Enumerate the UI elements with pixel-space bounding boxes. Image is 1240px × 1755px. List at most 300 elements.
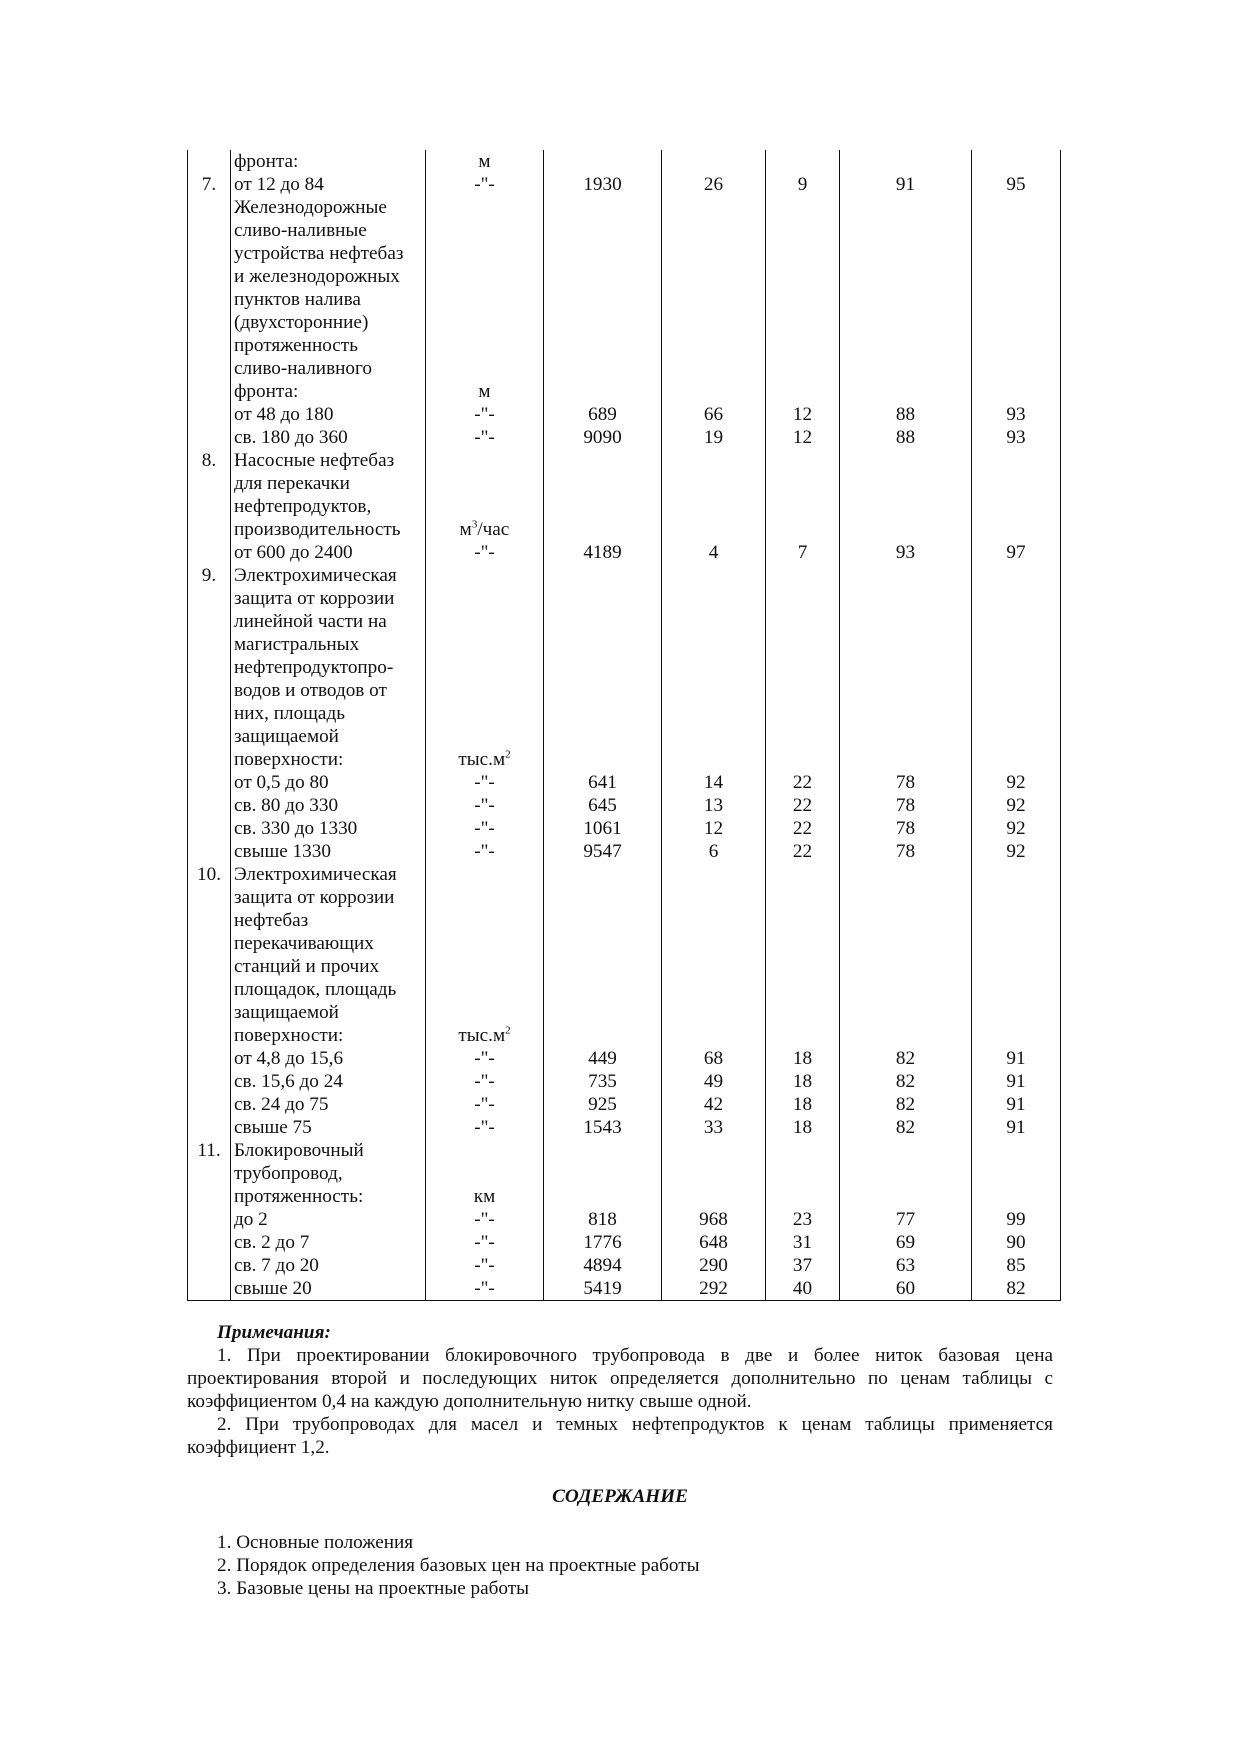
coefficient-cell xyxy=(972,495,1061,518)
object-name-cell: нефтебаз xyxy=(231,909,426,932)
unit-text: м xyxy=(478,151,491,172)
object-name-cell: Железнодорожные xyxy=(231,196,426,219)
working-docs-cell: 77 xyxy=(840,1208,972,1231)
row-number-cell xyxy=(188,150,231,173)
table-row xyxy=(188,426,1061,449)
design-stage-cell xyxy=(766,610,840,633)
price-table-body xyxy=(188,150,1061,1301)
design-stage-cell xyxy=(766,449,840,472)
table-row xyxy=(188,1185,1061,1208)
unit-cell xyxy=(426,725,544,748)
param-b-cell xyxy=(662,357,766,380)
unit-cell xyxy=(426,1254,544,1277)
param-a-cell: 4894 xyxy=(544,1254,662,1277)
unit-cell xyxy=(426,1093,544,1116)
coefficient-cell: 99 xyxy=(972,1208,1061,1231)
design-stage-cell xyxy=(766,863,840,886)
param-b-cell xyxy=(662,1139,766,1162)
unit-cell xyxy=(426,541,544,564)
design-stage-cell xyxy=(766,955,840,978)
coefficient-cell: 82 xyxy=(972,1277,1061,1301)
working-docs-cell xyxy=(840,909,972,932)
coefficient-cell: 97 xyxy=(972,541,1061,564)
table-row xyxy=(188,1024,1061,1047)
coefficient-cell xyxy=(972,219,1061,242)
design-stage-cell xyxy=(766,150,840,173)
param-b-cell xyxy=(662,150,766,173)
param-a-cell xyxy=(544,311,662,334)
unit-cell xyxy=(426,656,544,679)
param-a-cell xyxy=(544,656,662,679)
design-stage-cell xyxy=(766,932,840,955)
design-stage-cell xyxy=(766,679,840,702)
unit-cell xyxy=(426,357,544,380)
param-a-cell xyxy=(544,863,662,886)
param-b-cell xyxy=(662,472,766,495)
coefficient-cell xyxy=(972,863,1061,886)
working-docs-cell xyxy=(840,334,972,357)
param-b-cell: 14 xyxy=(662,771,766,794)
working-docs-cell: 69 xyxy=(840,1231,972,1254)
object-name-cell: свыше 75 xyxy=(231,1116,426,1139)
unit-cell xyxy=(426,196,544,219)
row-number-cell xyxy=(188,1047,231,1070)
unit-text: -"- xyxy=(474,1255,495,1276)
table-row xyxy=(188,587,1061,610)
table-row xyxy=(188,1070,1061,1093)
row-number-cell xyxy=(188,1185,231,1208)
param-a-cell xyxy=(544,633,662,656)
param-a-cell: 735 xyxy=(544,1070,662,1093)
unit-cell xyxy=(426,495,544,518)
unit-cell xyxy=(426,449,544,472)
param-b-cell xyxy=(662,1185,766,1208)
object-name-cell: от 600 до 2400 xyxy=(231,541,426,564)
table-row xyxy=(188,219,1061,242)
design-stage-cell: 22 xyxy=(766,817,840,840)
design-stage-cell: 12 xyxy=(766,403,840,426)
working-docs-cell xyxy=(840,1185,972,1208)
coefficient-cell: 93 xyxy=(972,426,1061,449)
table-row xyxy=(188,541,1061,564)
unit-cell xyxy=(426,679,544,702)
unit-cell xyxy=(426,265,544,288)
working-docs-cell: 78 xyxy=(840,771,972,794)
table-row xyxy=(188,886,1061,909)
param-a-cell xyxy=(544,219,662,242)
working-docs-cell: 93 xyxy=(840,541,972,564)
param-b-cell xyxy=(662,633,766,656)
table-row xyxy=(188,495,1061,518)
row-number-cell: 9. xyxy=(188,564,231,587)
unit-text: -"- xyxy=(474,404,495,425)
unit-text: -"- xyxy=(474,795,495,816)
unit-cell xyxy=(426,909,544,932)
unit-text: -"- xyxy=(474,1232,495,1253)
param-b-cell xyxy=(662,196,766,219)
object-name-cell: от 4,8 до 15,6 xyxy=(231,1047,426,1070)
working-docs-cell xyxy=(840,265,972,288)
param-b-cell xyxy=(662,242,766,265)
table-row xyxy=(188,610,1061,633)
coefficient-cell xyxy=(972,311,1061,334)
coefficient-cell xyxy=(972,472,1061,495)
param-a-cell xyxy=(544,955,662,978)
design-stage-cell xyxy=(766,748,840,771)
coefficient-cell xyxy=(972,1185,1061,1208)
contents-title: СОДЕРЖАНИЕ xyxy=(552,1486,688,1507)
param-a-cell xyxy=(544,265,662,288)
coefficient-cell: 93 xyxy=(972,403,1061,426)
param-b-cell xyxy=(662,909,766,932)
coefficient-cell xyxy=(972,1162,1061,1185)
param-b-cell xyxy=(662,978,766,1001)
contents-item: 3. Базовые цены на проектные работы xyxy=(217,1578,529,1599)
unit-cell xyxy=(426,771,544,794)
unit-cell xyxy=(426,1231,544,1254)
object-name-cell: магистральных xyxy=(231,633,426,656)
row-number-cell xyxy=(188,840,231,863)
param-a-cell xyxy=(544,334,662,357)
working-docs-cell xyxy=(840,219,972,242)
param-a-cell xyxy=(544,1024,662,1047)
unit-cell xyxy=(426,633,544,656)
unit-cell xyxy=(426,1001,544,1024)
param-b-cell: 42 xyxy=(662,1093,766,1116)
param-b-cell xyxy=(662,564,766,587)
object-name-cell: перекачивающих xyxy=(231,932,426,955)
unit-cell xyxy=(426,173,544,196)
unit-text: тыс.м xyxy=(458,1025,506,1046)
unit-cell xyxy=(426,886,544,909)
note-item: 1. При проектировании блокировочного трубопровода в две и более ниток базовая цена проектирования второй и последующих ниток определяется дополнительно по ценам таблицы с коэффициентом 0,4 на каждую дополнительную нитку свыше одной. xyxy=(187,1345,1053,1412)
param-b-cell xyxy=(662,679,766,702)
design-stage-cell xyxy=(766,472,840,495)
param-a-cell xyxy=(544,978,662,1001)
working-docs-cell xyxy=(840,610,972,633)
design-stage-cell: 22 xyxy=(766,771,840,794)
row-number-cell xyxy=(188,518,231,541)
unit-cell xyxy=(426,978,544,1001)
contents-list xyxy=(217,1531,700,1600)
table-row xyxy=(188,817,1061,840)
working-docs-cell: 88 xyxy=(840,426,972,449)
row-number-cell xyxy=(188,909,231,932)
unit-cell xyxy=(426,1116,544,1139)
design-stage-cell: 18 xyxy=(766,1093,840,1116)
working-docs-cell xyxy=(840,955,972,978)
object-name-cell: поверхности: xyxy=(231,1024,426,1047)
object-name-cell: устройства нефтебаз xyxy=(231,242,426,265)
row-number-cell xyxy=(188,725,231,748)
row-number-cell: 10. xyxy=(188,863,231,886)
table-row xyxy=(188,564,1061,587)
working-docs-cell xyxy=(840,311,972,334)
object-name-cell: св. 80 до 330 xyxy=(231,794,426,817)
table-row xyxy=(188,334,1061,357)
unit-text: м xyxy=(478,381,491,402)
table-row xyxy=(188,1116,1061,1139)
object-name-cell: от 12 до 84 xyxy=(231,173,426,196)
object-name-cell: площадок, площадь xyxy=(231,978,426,1001)
table-row xyxy=(188,771,1061,794)
param-a-cell: 449 xyxy=(544,1047,662,1070)
object-name-cell: защищаемой xyxy=(231,725,426,748)
param-b-cell xyxy=(662,656,766,679)
param-b-cell xyxy=(662,495,766,518)
param-a-cell: 4189 xyxy=(544,541,662,564)
coefficient-cell xyxy=(972,932,1061,955)
coefficient-cell xyxy=(972,1024,1061,1047)
param-a-cell xyxy=(544,725,662,748)
row-number-cell xyxy=(188,219,231,242)
unit-cell xyxy=(426,426,544,449)
param-a-cell: 1776 xyxy=(544,1231,662,1254)
row-number-cell xyxy=(188,1254,231,1277)
unit-cell xyxy=(426,1024,544,1047)
design-stage-cell xyxy=(766,1162,840,1185)
unit-exponent: 2 xyxy=(505,1024,511,1037)
row-number-cell xyxy=(188,702,231,725)
unit-text: тыс.м xyxy=(458,749,506,770)
table-row xyxy=(188,1093,1061,1116)
design-stage-cell xyxy=(766,1139,840,1162)
row-number-cell xyxy=(188,1162,231,1185)
working-docs-cell xyxy=(840,1139,972,1162)
param-b-cell xyxy=(662,863,766,886)
object-name-cell: нефтепродуктопро- xyxy=(231,656,426,679)
unit-text: км xyxy=(473,1186,496,1207)
row-number-cell xyxy=(188,1001,231,1024)
object-name-cell: свыше 1330 xyxy=(231,840,426,863)
working-docs-cell xyxy=(840,1162,972,1185)
coefficient-cell xyxy=(972,449,1061,472)
object-name-cell: Электрохимическая xyxy=(231,564,426,587)
param-a-cell xyxy=(544,242,662,265)
row-number-cell xyxy=(188,242,231,265)
object-name-cell: св. 180 до 360 xyxy=(231,426,426,449)
notes-section xyxy=(187,1321,1053,1459)
param-b-cell xyxy=(662,1162,766,1185)
coefficient-cell xyxy=(972,909,1061,932)
working-docs-cell xyxy=(840,633,972,656)
object-name-cell: защищаемой xyxy=(231,1001,426,1024)
object-name-cell: св. 15,6 до 24 xyxy=(231,1070,426,1093)
param-a-cell xyxy=(544,380,662,403)
design-stage-cell xyxy=(766,219,840,242)
unit-cell xyxy=(426,1047,544,1070)
table-row xyxy=(188,702,1061,725)
table-row xyxy=(188,1254,1061,1277)
table-row xyxy=(188,288,1061,311)
param-b-cell: 33 xyxy=(662,1116,766,1139)
param-b-cell xyxy=(662,725,766,748)
param-b-cell xyxy=(662,886,766,909)
object-name-cell: линейной части на xyxy=(231,610,426,633)
param-a-cell xyxy=(544,150,662,173)
working-docs-cell xyxy=(840,495,972,518)
design-stage-cell xyxy=(766,265,840,288)
table-row xyxy=(188,1162,1061,1185)
design-stage-cell xyxy=(766,288,840,311)
working-docs-cell xyxy=(840,702,972,725)
design-stage-cell xyxy=(766,886,840,909)
working-docs-cell xyxy=(840,150,972,173)
param-b-cell: 49 xyxy=(662,1070,766,1093)
object-name-cell: свыше 20 xyxy=(231,1277,426,1301)
table-row xyxy=(188,1001,1061,1024)
object-name-cell: св. 330 до 1330 xyxy=(231,817,426,840)
object-name-cell: станций и прочих xyxy=(231,955,426,978)
param-a-cell xyxy=(544,748,662,771)
unit-cell xyxy=(426,1277,544,1301)
unit-exponent: 2 xyxy=(505,748,511,761)
param-a-cell xyxy=(544,587,662,610)
unit-exponent: 3 xyxy=(471,518,478,531)
working-docs-cell xyxy=(840,679,972,702)
design-stage-cell xyxy=(766,196,840,219)
working-docs-cell xyxy=(840,932,972,955)
unit-text: -"- xyxy=(474,174,495,195)
working-docs-cell xyxy=(840,196,972,219)
object-name-cell: фронта: xyxy=(231,380,426,403)
working-docs-cell xyxy=(840,242,972,265)
object-name-cell: св. 24 до 75 xyxy=(231,1093,426,1116)
table-row xyxy=(188,472,1061,495)
working-docs-cell xyxy=(840,1001,972,1024)
coefficient-cell xyxy=(972,610,1061,633)
coefficient-cell xyxy=(972,288,1061,311)
object-name-cell: от 0,5 до 80 xyxy=(231,771,426,794)
unit-cell xyxy=(426,702,544,725)
row-number-cell xyxy=(188,610,231,633)
notes-title: Примечания: xyxy=(217,1322,331,1343)
unit-cell xyxy=(426,1139,544,1162)
row-number-cell xyxy=(188,495,231,518)
working-docs-cell: 82 xyxy=(840,1070,972,1093)
param-b-cell xyxy=(662,587,766,610)
param-a-cell xyxy=(544,564,662,587)
row-number-cell xyxy=(188,1116,231,1139)
table-row xyxy=(188,863,1061,886)
working-docs-cell: 82 xyxy=(840,1093,972,1116)
unit-text: -"- xyxy=(474,1117,495,1138)
unit-cell xyxy=(426,863,544,886)
working-docs-cell xyxy=(840,748,972,771)
row-number-cell xyxy=(188,1093,231,1116)
table-row xyxy=(188,955,1061,978)
design-stage-cell: 18 xyxy=(766,1070,840,1093)
coefficient-cell: 91 xyxy=(972,1116,1061,1139)
table-row xyxy=(188,403,1061,426)
param-b-cell xyxy=(662,610,766,633)
table-row xyxy=(188,840,1061,863)
param-b-cell: 19 xyxy=(662,426,766,449)
coefficient-cell xyxy=(972,242,1061,265)
working-docs-cell xyxy=(840,978,972,1001)
design-stage-cell xyxy=(766,311,840,334)
param-a-cell: 641 xyxy=(544,771,662,794)
object-name-cell: (двухсторонние) xyxy=(231,311,426,334)
param-a-cell: 818 xyxy=(544,1208,662,1231)
row-number-cell: 11. xyxy=(188,1139,231,1162)
table-row xyxy=(188,633,1061,656)
param-a-cell xyxy=(544,702,662,725)
unit-cell xyxy=(426,1208,544,1231)
row-number-cell xyxy=(188,196,231,219)
object-name-cell: св. 7 до 20 xyxy=(231,1254,426,1277)
unit-cell xyxy=(426,380,544,403)
object-name-cell: для перекачки xyxy=(231,472,426,495)
object-name-cell: трубопровод, xyxy=(231,1162,426,1185)
coefficient-cell: 92 xyxy=(972,794,1061,817)
coefficient-cell xyxy=(972,357,1061,380)
coefficient-cell xyxy=(972,748,1061,771)
coefficient-cell xyxy=(972,886,1061,909)
design-stage-cell xyxy=(766,242,840,265)
unit-text: -"- xyxy=(474,1048,495,1069)
param-b-cell: 66 xyxy=(662,403,766,426)
param-a-cell: 9547 xyxy=(544,840,662,863)
row-number-cell xyxy=(188,1277,231,1301)
contents-item: 2. Порядок определения базовых цен на проектные работы xyxy=(217,1555,700,1576)
unit-cell xyxy=(426,403,544,426)
working-docs-cell xyxy=(840,886,972,909)
design-stage-cell: 12 xyxy=(766,426,840,449)
working-docs-cell xyxy=(840,357,972,380)
working-docs-cell xyxy=(840,1024,972,1047)
table-row xyxy=(188,265,1061,288)
param-a-cell xyxy=(544,1162,662,1185)
design-stage-cell: 37 xyxy=(766,1254,840,1277)
param-a-cell xyxy=(544,472,662,495)
unit-text: -"- xyxy=(474,1209,495,1230)
param-b-cell xyxy=(662,311,766,334)
row-number-cell xyxy=(188,1024,231,1047)
coefficient-cell xyxy=(972,955,1061,978)
table-row xyxy=(188,656,1061,679)
coefficient-cell xyxy=(972,725,1061,748)
unit-cell xyxy=(426,150,544,173)
param-b-cell xyxy=(662,265,766,288)
object-name-cell: св. 2 до 7 xyxy=(231,1231,426,1254)
unit-cell xyxy=(426,748,544,771)
design-stage-cell xyxy=(766,633,840,656)
param-b-cell xyxy=(662,748,766,771)
unit-cell xyxy=(426,219,544,242)
param-a-cell: 1543 xyxy=(544,1116,662,1139)
coefficient-cell xyxy=(972,1001,1061,1024)
unit-text: -"- xyxy=(474,427,495,448)
param-b-cell xyxy=(662,288,766,311)
coefficient-cell: 95 xyxy=(972,173,1061,196)
object-name-cell: защита от коррозии xyxy=(231,587,426,610)
param-a-cell xyxy=(544,1139,662,1162)
coefficient-cell: 85 xyxy=(972,1254,1061,1277)
coefficient-cell: 92 xyxy=(972,840,1061,863)
param-a-cell: 9090 xyxy=(544,426,662,449)
table-row xyxy=(188,449,1061,472)
working-docs-cell xyxy=(840,564,972,587)
design-stage-cell xyxy=(766,1001,840,1024)
unit-text: м xyxy=(459,519,472,540)
object-name-cell: пунктов налива xyxy=(231,288,426,311)
object-name-cell: Электрохимическая xyxy=(231,863,426,886)
table-row xyxy=(188,1047,1061,1070)
row-number-cell xyxy=(188,978,231,1001)
param-a-cell xyxy=(544,679,662,702)
table-row xyxy=(188,173,1061,196)
